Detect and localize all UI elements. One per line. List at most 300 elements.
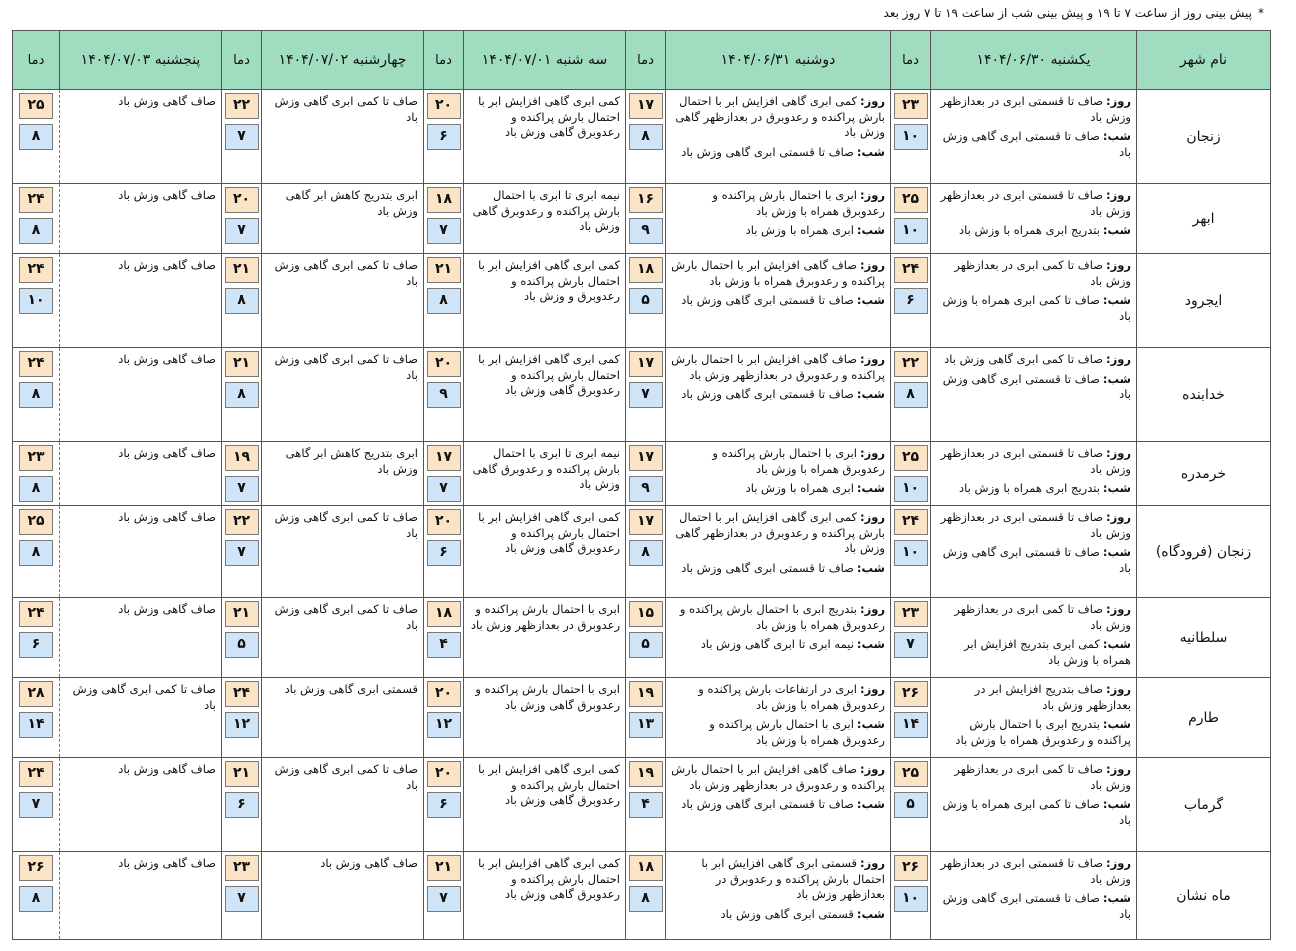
city-row — [13, 758, 1271, 852]
min-temp: ۱۰ — [894, 886, 928, 912]
max-temp: ۲۱ — [225, 351, 259, 377]
day-text: صاف تا قسمتی ابری در بعدازظهر وزش باد — [940, 188, 1131, 218]
max-temp: ۲۲ — [894, 351, 928, 377]
forecast-cell — [666, 506, 891, 598]
forecast-cell — [666, 184, 891, 254]
forecast-cell — [666, 90, 891, 184]
temp-cell — [222, 598, 262, 678]
max-temp: ۲۳ — [894, 93, 928, 119]
temp-cell — [891, 442, 931, 506]
min-temp: ۷ — [225, 218, 259, 244]
min-temp: ۴ — [427, 632, 461, 658]
temp-cell — [626, 442, 666, 506]
day-label: روز: — [1106, 856, 1131, 870]
forecast-text: نیمه ابری تا ابری با احتمال بارش پراکنده و رعدوبرق گاهی وزش باد — [472, 446, 620, 491]
max-temp: ۲۸ — [19, 681, 53, 707]
min-temp: ۸ — [19, 218, 53, 244]
day-forecast — [671, 94, 885, 141]
min-temp: ۸ — [629, 124, 663, 150]
temp-cell — [626, 598, 666, 678]
forecast-text: صاف تا کمی ابری گاهی وزش باد — [274, 94, 418, 124]
temp-cell — [424, 90, 464, 184]
forecast-cell — [262, 758, 424, 852]
max-temp: ۱۹ — [629, 761, 663, 787]
day-forecast — [936, 856, 1131, 887]
temp-cell — [891, 758, 931, 852]
forecast-text: صاف تا کمی ابری گاهی وزش باد — [274, 258, 418, 288]
temp-header: دما — [222, 31, 262, 90]
night-text: ابری با احتمال بارش پراکنده و رعدوبرق همراه با وزش باد — [709, 717, 885, 747]
forecast-cell — [262, 254, 424, 348]
night-forecast — [936, 637, 1131, 668]
day-text: کمی ابری گاهی افزایش ابر با احتمال بارش پراکنده و رعدوبرق در بعدازظهر گاهی وزش باد — [675, 94, 885, 139]
temp-cell — [891, 348, 931, 442]
night-text: ابری همراه با وزش باد — [745, 481, 854, 495]
day-forecast — [936, 510, 1131, 541]
night-text: نیمه ابری تا ابری گاهی وزش باد — [700, 637, 854, 651]
max-temp: ۱۷ — [427, 445, 461, 471]
forecast-cell — [666, 852, 891, 940]
min-temp: ۷ — [629, 382, 663, 408]
day-forecast — [671, 602, 885, 633]
temp-cell — [891, 90, 931, 184]
forecast-text: کمی ابری گاهی افزایش ابر با احتمال بارش پراکنده و رعدوبرق گاهی وزش باد — [478, 352, 620, 397]
city-name: خرمدره — [1137, 442, 1271, 506]
min-temp: ۹ — [629, 218, 663, 244]
forecast-cell — [464, 442, 626, 506]
night-forecast — [671, 481, 885, 497]
temp-cell — [13, 184, 60, 254]
forecast-text: صاف تا کمی ابری گاهی وزش باد — [72, 682, 216, 712]
forecast-cell — [60, 90, 222, 184]
min-temp: ۱۴ — [894, 712, 928, 738]
min-temp: ۷ — [894, 632, 928, 658]
day-forecast — [671, 352, 885, 383]
temp-cell — [891, 598, 931, 678]
temp-cell — [13, 348, 60, 442]
max-temp: ۲۴ — [894, 257, 928, 283]
temp-cell — [13, 254, 60, 348]
max-temp: ۲۴ — [19, 187, 53, 213]
forecast-text: صاف تا کمی ابری گاهی وزش باد — [274, 602, 418, 632]
city-name: گرماب — [1137, 758, 1271, 852]
day-header-5: پنجشنبه ۱۴۰۴/۰۷/۰۳ — [60, 31, 222, 90]
temp-header: دما — [626, 31, 666, 90]
night-label: شب: — [1102, 481, 1131, 495]
temp-cell — [626, 254, 666, 348]
temp-cell — [13, 90, 60, 184]
max-temp: ۲۳ — [894, 601, 928, 627]
day-header-1: یکشنبه ۱۴۰۴/۰۶/۳۰ — [931, 31, 1137, 90]
night-forecast — [671, 717, 885, 748]
day-label: روز: — [860, 682, 885, 696]
max-temp: ۲۱ — [225, 761, 259, 787]
min-temp: ۸ — [19, 124, 53, 150]
forecast-text: ابری با احتمال بارش پراکنده و رعدوبرق در بعدازظهر وزش باد — [470, 602, 620, 632]
city-name: طارم — [1137, 678, 1271, 758]
min-temp: ۶ — [427, 124, 461, 150]
night-text: صاف تا قسمتی ابری گاهی وزش باد — [942, 371, 1131, 401]
day-label: روز: — [860, 856, 885, 870]
day-label: روز: — [860, 94, 885, 108]
forecast-text: صاف گاهی وزش باد — [118, 856, 216, 870]
max-temp: ۲۱ — [427, 855, 461, 881]
forecast-cell — [262, 678, 424, 758]
max-temp: ۲۶ — [894, 855, 928, 881]
day-label: روز: — [1106, 258, 1131, 272]
max-temp: ۱۹ — [629, 681, 663, 707]
forecast-cell — [931, 506, 1137, 598]
day-forecast — [671, 856, 885, 903]
day-header-3: سه شنبه ۱۴۰۴/۰۷/۰۱ — [464, 31, 626, 90]
day-label: روز: — [860, 446, 885, 460]
day-text: صاف تا قسمتی ابری در بعدازظهر وزش باد — [940, 94, 1131, 124]
night-text: صاف تا قسمتی ابری گاهی وزش باد — [942, 891, 1131, 921]
temp-cell — [891, 678, 931, 758]
temp-cell — [13, 506, 60, 598]
night-text: قسمتی ابری گاهی وزش باد — [720, 906, 854, 921]
night-forecast — [671, 223, 885, 239]
min-temp: ۱۰ — [19, 288, 53, 314]
forecast-cell — [262, 442, 424, 506]
night-text: صاف تا قسمتی ابری گاهی وزش باد — [942, 545, 1131, 575]
forecast-text: صاف گاهی وزش باد — [118, 94, 216, 108]
forecast-cell — [60, 184, 222, 254]
day-label: روز: — [860, 188, 885, 202]
forecast-cell — [931, 598, 1137, 678]
forecast-text: نیمه ابری تا ابری با احتمال بارش پراکنده و رعدوبرق گاهی وزش باد — [472, 188, 620, 233]
max-temp: ۲۴ — [19, 761, 53, 787]
city-name: ایجرود — [1137, 254, 1271, 348]
forecast-cell — [262, 852, 424, 940]
min-temp: ۸ — [19, 886, 53, 912]
min-temp: ۹ — [427, 382, 461, 408]
day-label: روز: — [1106, 188, 1131, 202]
forecast-text: صاف گاهی وزش باد — [118, 352, 216, 366]
day-text: قسمتی ابری گاهی افزایش ابر با احتمال بارش پراکنده و رعدوبرق در بعدازظهر وزش باد — [701, 856, 885, 901]
max-temp: ۱۸ — [629, 855, 663, 881]
min-temp: ۶ — [225, 792, 259, 818]
day-forecast — [671, 762, 885, 793]
day-forecast — [936, 762, 1131, 793]
max-temp: ۲۴ — [225, 681, 259, 707]
forecast-cell — [60, 442, 222, 506]
min-temp: ۷ — [427, 886, 461, 912]
day-label: روز: — [1106, 762, 1131, 776]
temp-cell — [891, 852, 931, 940]
forecast-text: صاف گاهی وزش باد — [118, 762, 216, 776]
temp-cell — [626, 90, 666, 184]
max-temp: ۱۷ — [629, 351, 663, 377]
city-name: ابهر — [1137, 184, 1271, 254]
forecast-text: قسمتی ابری گاهی وزش باد — [284, 682, 418, 696]
min-temp: ۶ — [894, 288, 928, 314]
min-temp: ۷ — [225, 476, 259, 502]
max-temp: ۲۴ — [894, 509, 928, 535]
temp-cell — [626, 348, 666, 442]
forecast-cell — [931, 184, 1137, 254]
temp-cell — [222, 254, 262, 348]
forecast-cell — [464, 184, 626, 254]
day-text: صاف تا کمی ابری گاهی وزش باد — [944, 352, 1103, 366]
temp-cell — [626, 852, 666, 940]
temp-cell — [626, 184, 666, 254]
forecast-text: کمی ابری گاهی افزایش ابر با احتمال بارش پراکنده و رعدوبرق گاهی وزش باد — [478, 856, 620, 901]
night-forecast — [936, 372, 1131, 403]
night-forecast — [936, 891, 1131, 922]
night-forecast — [671, 387, 885, 403]
temp-cell — [424, 184, 464, 254]
max-temp: ۲۵ — [894, 187, 928, 213]
night-label: شب: — [856, 293, 885, 307]
forecast-cell — [931, 758, 1137, 852]
night-label: شب: — [1102, 293, 1131, 307]
max-temp: ۲۶ — [19, 855, 53, 881]
max-temp: ۲۳ — [225, 855, 259, 881]
temp-cell — [222, 506, 262, 598]
min-temp: ۶ — [19, 632, 53, 658]
day-text: بتدریج ابری با احتمال بارش پراکنده و رعدوبرق همراه با وزش باد — [679, 602, 885, 632]
city-row — [13, 678, 1271, 758]
forecast-cell — [464, 852, 626, 940]
day-label: روز: — [860, 762, 885, 776]
min-temp: ۸ — [225, 288, 259, 314]
forecast-text: صاف گاهی وزش باد — [320, 856, 418, 870]
city-row — [13, 598, 1271, 678]
min-temp: ۷ — [225, 540, 259, 566]
night-label: شب: — [856, 223, 885, 237]
min-temp: ۸ — [629, 540, 663, 566]
night-text: صاف تا قسمتی ابری گاهی وزش باد — [681, 560, 854, 575]
night-label: شب: — [856, 906, 885, 921]
forecast-cell — [931, 442, 1137, 506]
forecast-cell — [60, 852, 222, 940]
day-label: روز: — [860, 352, 885, 366]
forecast-cell — [666, 678, 891, 758]
max-temp: ۱۷ — [629, 509, 663, 535]
day-forecast — [936, 682, 1131, 713]
temp-cell — [424, 506, 464, 598]
day-forecast — [936, 188, 1131, 219]
night-label: شب: — [1102, 545, 1131, 559]
day-text: صاف گاهی افزایش ابر با احتمال بارش پراکنده و رعدوبرق در بعدازظهر وزش باد — [671, 762, 885, 792]
city-name: زنجان (فرودگاه) — [1137, 506, 1271, 598]
night-forecast — [671, 637, 885, 653]
note-text: پیش بینی روز از ساعت ۷ تا ۱۹ و پیش بینی شب از ساعت ۱۹ تا ۷ روز بعد — [883, 6, 1252, 20]
night-forecast — [671, 145, 885, 161]
night-forecast — [671, 293, 885, 309]
asterisk-icon: * — [1258, 6, 1264, 20]
forecast-text: کمی ابری گاهی افزایش ابر با احتمال بارش پراکنده و رعدوبرق گاهی وزش باد — [478, 762, 620, 807]
max-temp: ۲۵ — [894, 761, 928, 787]
min-temp: ۸ — [19, 476, 53, 502]
forecast-text: صاف گاهی وزش باد — [118, 602, 216, 616]
forecast-text: کمی ابری گاهی افزایش ابر با احتمال بارش پراکنده و رعدوبرق گاهی وزش باد — [478, 94, 620, 139]
forecast-cell — [262, 506, 424, 598]
night-text: ابری همراه با وزش باد — [745, 223, 854, 237]
forecast-cell — [931, 852, 1137, 940]
temp-cell — [424, 758, 464, 852]
temp-cell — [891, 254, 931, 348]
forecast-cell — [666, 442, 891, 506]
day-label: روز: — [1106, 94, 1131, 108]
forecast-cell — [666, 598, 891, 678]
forecast-text: صاف گاهی وزش باد — [118, 510, 216, 524]
city-row — [13, 852, 1271, 940]
night-text: صاف تا قسمتی ابری گاهی وزش باد — [681, 293, 854, 307]
forecast-cell — [262, 348, 424, 442]
forecast-cell — [931, 254, 1137, 348]
night-label: شب: — [1102, 371, 1131, 386]
city-name: زنجان — [1137, 90, 1271, 184]
temp-cell — [222, 758, 262, 852]
temp-cell — [13, 442, 60, 506]
min-temp: ۱۰ — [894, 218, 928, 244]
night-label: شب: — [1102, 717, 1131, 731]
min-temp: ۷ — [225, 886, 259, 912]
max-temp: ۲۰ — [225, 187, 259, 213]
city-header: نام شهر — [1137, 31, 1271, 90]
forecast-cell — [262, 598, 424, 678]
forecast-cell — [666, 254, 891, 348]
max-temp: ۱۶ — [629, 187, 663, 213]
night-forecast — [936, 545, 1131, 576]
day-label: روز: — [1106, 446, 1131, 460]
day-text: صاف گاهی افزایش ابر با احتمال بارش پراکنده و رعدوبرق در بعدازظهر وزش باد — [671, 352, 885, 382]
night-forecast — [671, 561, 885, 577]
temp-header: دما — [424, 31, 464, 90]
temp-cell — [222, 852, 262, 940]
day-forecast — [936, 602, 1131, 633]
night-label: شب: — [856, 481, 885, 495]
header-row — [13, 31, 1271, 90]
night-forecast — [671, 907, 885, 923]
temp-cell — [626, 758, 666, 852]
temp-cell — [222, 678, 262, 758]
forecast-cell — [931, 90, 1137, 184]
forecast-cell — [464, 348, 626, 442]
night-forecast — [936, 717, 1131, 748]
max-temp: ۱۵ — [629, 601, 663, 627]
forecast-cell — [666, 758, 891, 852]
night-label: شب: — [856, 560, 885, 575]
temp-cell — [222, 184, 262, 254]
forecast-text: صاف گاهی وزش باد — [118, 258, 216, 272]
day-forecast — [671, 258, 885, 289]
day-forecast — [936, 352, 1131, 368]
max-temp: ۲۴ — [19, 601, 53, 627]
night-forecast — [936, 293, 1131, 324]
min-temp: ۱۲ — [427, 712, 461, 738]
max-temp: ۲۵ — [894, 445, 928, 471]
min-temp: ۶ — [427, 540, 461, 566]
forecast-cell — [464, 506, 626, 598]
min-temp: ۸ — [894, 382, 928, 408]
max-temp: ۲۵ — [19, 93, 53, 119]
max-temp: ۲۰ — [427, 509, 461, 535]
forecast-cell — [464, 254, 626, 348]
forecast-cell — [60, 758, 222, 852]
min-temp: ۱۰ — [894, 540, 928, 566]
forecast-text: ابری بتدریج کاهش ابر گاهی وزش باد — [285, 446, 418, 476]
day-label: روز: — [860, 602, 885, 616]
day-text: کمی ابری گاهی افزایش ابر با احتمال بارش پراکنده و رعدوبرق در بعدازظهر گاهی وزش باد — [675, 510, 885, 555]
city-row — [13, 442, 1271, 506]
day-forecast — [936, 446, 1131, 477]
max-temp: ۱۸ — [427, 187, 461, 213]
min-temp: ۶ — [427, 792, 461, 818]
city-row — [13, 506, 1271, 598]
temp-header: دما — [13, 31, 60, 90]
temp-cell — [13, 678, 60, 758]
night-text: صاف تا قسمتی ابری گاهی وزش باد — [681, 144, 854, 159]
forecast-table — [12, 30, 1271, 940]
night-text: صاف تا قسمتی ابری گاهی وزش باد — [681, 387, 854, 401]
city-row — [13, 90, 1271, 184]
temp-cell — [424, 254, 464, 348]
min-temp: ۷ — [427, 476, 461, 502]
city-name: ماه نشان — [1137, 852, 1271, 940]
min-temp: ۱۴ — [19, 712, 53, 738]
forecast-text: صاف تا کمی ابری گاهی وزش باد — [274, 762, 418, 792]
day-forecast — [671, 446, 885, 477]
temp-cell — [891, 184, 931, 254]
min-temp: ۸ — [629, 886, 663, 912]
night-label: شب: — [856, 717, 885, 731]
night-forecast — [936, 129, 1131, 160]
day-text: صاف تا قسمتی ابری در بعدازظهر وزش باد — [940, 856, 1131, 886]
day-text: ابری با احتمال بارش پراکنده و رعدوبرق همراه با وزش باد — [712, 188, 885, 218]
forecast-cell — [60, 678, 222, 758]
temp-cell — [424, 442, 464, 506]
min-temp: ۱۰ — [894, 124, 928, 150]
day-header-4: چهارشنبه ۱۴۰۴/۰۷/۰۲ — [262, 31, 424, 90]
night-label: شب: — [1102, 891, 1131, 905]
min-temp: ۵ — [225, 632, 259, 658]
min-temp: ۵ — [894, 792, 928, 818]
forecast-cell — [931, 678, 1137, 758]
min-temp: ۷ — [19, 792, 53, 818]
day-forecast — [936, 258, 1131, 289]
night-forecast — [671, 797, 885, 813]
min-temp: ۸ — [19, 382, 53, 408]
forecast-cell — [262, 184, 424, 254]
night-label: شب: — [856, 144, 885, 159]
night-label: شب: — [1102, 637, 1131, 651]
day-text: صاف تا کمی ابری در بعدازظهر وزش باد — [954, 258, 1131, 288]
night-forecast — [936, 481, 1131, 497]
temp-cell — [626, 678, 666, 758]
temp-header: دما — [891, 31, 931, 90]
min-temp: ۷ — [427, 218, 461, 244]
forecast-text: صاف تا کمی ابری گاهی وزش باد — [274, 352, 418, 382]
city-row — [13, 348, 1271, 442]
night-text: صاف تا قسمتی ابری گاهی وزش باد — [942, 129, 1131, 159]
forecast-text: صاف گاهی وزش باد — [118, 188, 216, 202]
max-temp: ۲۶ — [894, 681, 928, 707]
min-temp: ۵ — [629, 288, 663, 314]
temp-cell — [13, 598, 60, 678]
min-temp: ۱۲ — [225, 712, 259, 738]
max-temp: ۲۰ — [427, 351, 461, 377]
night-text: بتدریج ابری همراه با وزش باد — [959, 223, 1100, 237]
city-row — [13, 184, 1271, 254]
forecast-note — [884, 4, 1264, 22]
temp-cell — [222, 348, 262, 442]
max-temp: ۱۷ — [629, 93, 663, 119]
day-forecast — [671, 510, 885, 557]
temp-cell — [222, 442, 262, 506]
